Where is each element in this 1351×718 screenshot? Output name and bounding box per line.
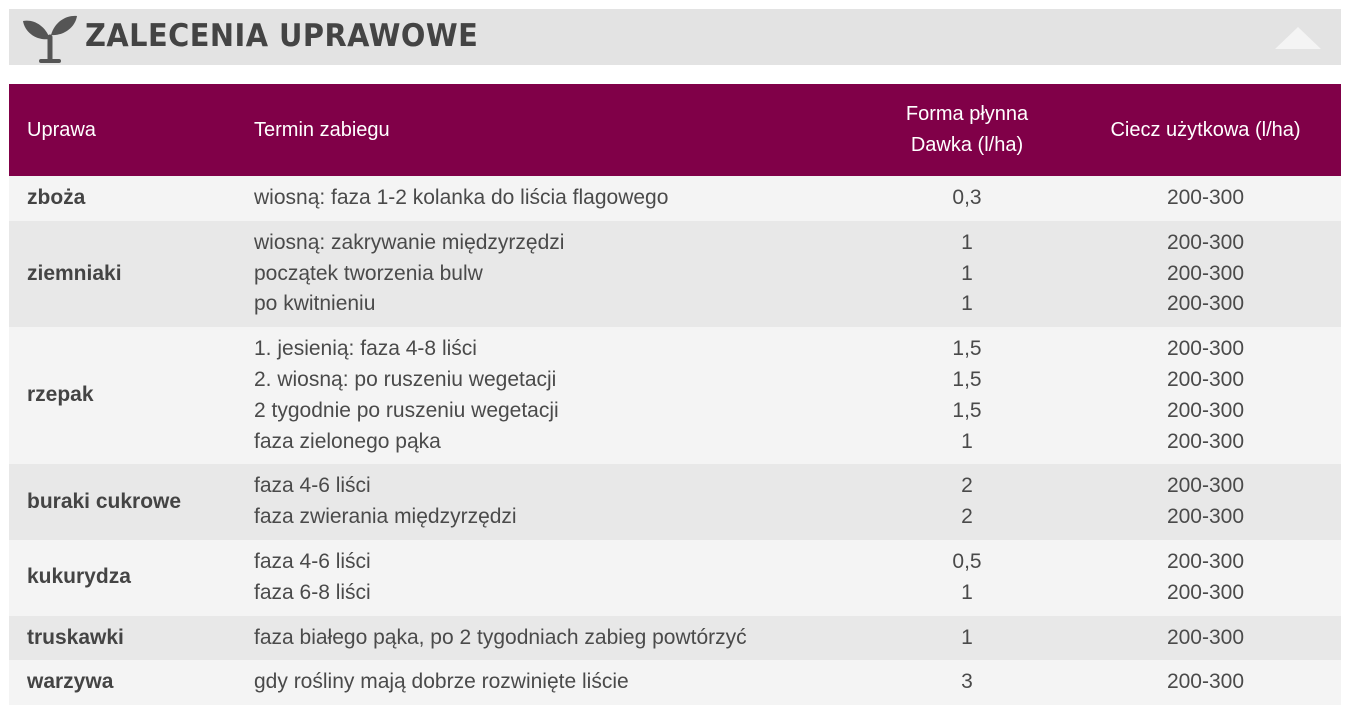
crop-name: truskawki — [27, 625, 124, 649]
term-value: 2 tygodnie po ruszeniu wegetacji — [254, 398, 559, 422]
liquid-value: 200-300 — [1166, 580, 1245, 604]
table-row — [9, 660, 1341, 705]
term-value: wiosną: zakrywanie międzyrzędzi — [254, 230, 565, 254]
term-value: faza białego pąka, po 2 tygodniach zabieg powtórzyć — [254, 625, 747, 649]
dose-value: 0,3 — [952, 186, 982, 209]
section-header[interactable] — [9, 9, 1341, 65]
liquid-cell — [1070, 221, 1341, 327]
collapse-up-arrow-icon[interactable] — [1273, 25, 1323, 51]
dose-value: 1 — [961, 261, 973, 285]
term-value: początek tworzenia bulw — [254, 261, 483, 285]
crop-name: rzepak — [27, 383, 94, 407]
liquid-value: 200-300 — [1166, 670, 1245, 694]
header-dose-line1: Forma płynna — [905, 103, 1029, 125]
header-liquid: Ciecz użytkowa (l/ha) — [1110, 118, 1301, 141]
liquid-cell — [1070, 327, 1341, 464]
term-value: po kwitnieniu — [254, 292, 376, 316]
dose-cell — [864, 327, 1070, 464]
term-value: faza zwierania międzyrzędzi — [254, 505, 517, 529]
sprout-icon — [21, 13, 79, 63]
table-row — [9, 540, 1341, 616]
dose-value: 1 — [961, 580, 973, 604]
section-title: ZALECENIA UPRAWOWE — [85, 18, 479, 54]
liquid-cell — [1070, 660, 1341, 705]
crop-name: zboża — [27, 186, 86, 209]
crop-name: kukurydza — [27, 565, 131, 589]
dose-cell — [864, 176, 1070, 221]
term-cell — [236, 464, 864, 540]
liquid-value: 200-300 — [1166, 625, 1245, 649]
liquid-value: 200-300 — [1166, 230, 1245, 254]
term-value: faza 6-8 liści — [254, 580, 371, 604]
term-cell — [236, 176, 864, 221]
liquid-cell — [1070, 176, 1341, 221]
dose-value: 1,5 — [952, 398, 982, 422]
liquid-cell — [1070, 464, 1341, 540]
dose-value: 1 — [961, 230, 973, 254]
term-cell — [236, 221, 864, 327]
header-term: Termin zabiegu — [254, 118, 390, 141]
dose-value: 2 — [961, 505, 973, 529]
liquid-value: 200-300 — [1166, 505, 1245, 529]
liquid-value: 200-300 — [1166, 398, 1245, 422]
recommendations-table — [9, 84, 1341, 705]
crop-name: ziemniaki — [27, 261, 122, 285]
table-body — [9, 176, 1341, 705]
dose-cell — [864, 616, 1070, 661]
liquid-value: 200-300 — [1166, 292, 1245, 316]
dose-value: 2 — [961, 474, 973, 498]
liquid-cell — [1070, 616, 1341, 661]
liquid-value: 200-300 — [1166, 429, 1245, 453]
liquid-cell — [1070, 540, 1341, 616]
term-value: 1. jesienią: faza 4-8 liści — [254, 337, 477, 361]
table-row — [9, 616, 1341, 661]
term-value: gdy rośliny mają dobrze rozwinięte liście — [254, 670, 629, 694]
term-value: wiosną: faza 1-2 kolanka do liścia flagowego — [254, 186, 669, 209]
dose-value: 1 — [961, 292, 973, 316]
dose-value: 1 — [961, 429, 973, 453]
term-value: faza 4-6 liści — [254, 474, 371, 498]
dose-cell — [864, 221, 1070, 327]
term-cell — [236, 327, 864, 464]
liquid-value: 200-300 — [1166, 474, 1245, 498]
table-row — [9, 176, 1341, 221]
dose-value: 1,5 — [952, 367, 982, 391]
dose-cell — [864, 464, 1070, 540]
dose-cell — [864, 660, 1070, 705]
dose-value: 3 — [961, 670, 973, 694]
table-header-row — [9, 84, 1341, 176]
crop-name: buraki cukrowe — [27, 489, 182, 513]
liquid-value: 200-300 — [1166, 367, 1245, 391]
term-cell — [236, 660, 864, 705]
header-dose — [864, 84, 1070, 176]
liquid-value: 200-300 — [1166, 337, 1245, 361]
dose-value: 1,5 — [952, 337, 982, 361]
term-value: faza 4-6 liści — [254, 549, 371, 573]
table-row — [9, 221, 1341, 327]
term-cell — [236, 616, 864, 661]
dose-value: 1 — [961, 625, 973, 649]
term-value: faza zielonego pąka — [254, 429, 441, 453]
liquid-value: 200-300 — [1166, 186, 1245, 209]
header-dose-line2: Dawka (l/ha) — [910, 134, 1024, 156]
table-row — [9, 327, 1341, 464]
dose-value: 0,5 — [952, 549, 982, 573]
term-value: 2. wiosną: po ruszeniu wegetacji — [254, 367, 557, 391]
crop-name: warzywa — [27, 670, 114, 694]
liquid-value: 200-300 — [1166, 549, 1245, 573]
liquid-value: 200-300 — [1166, 261, 1245, 285]
header-crop: Uprawa — [27, 118, 96, 141]
dose-cell — [864, 540, 1070, 616]
table-row — [9, 464, 1341, 540]
term-cell — [236, 540, 864, 616]
